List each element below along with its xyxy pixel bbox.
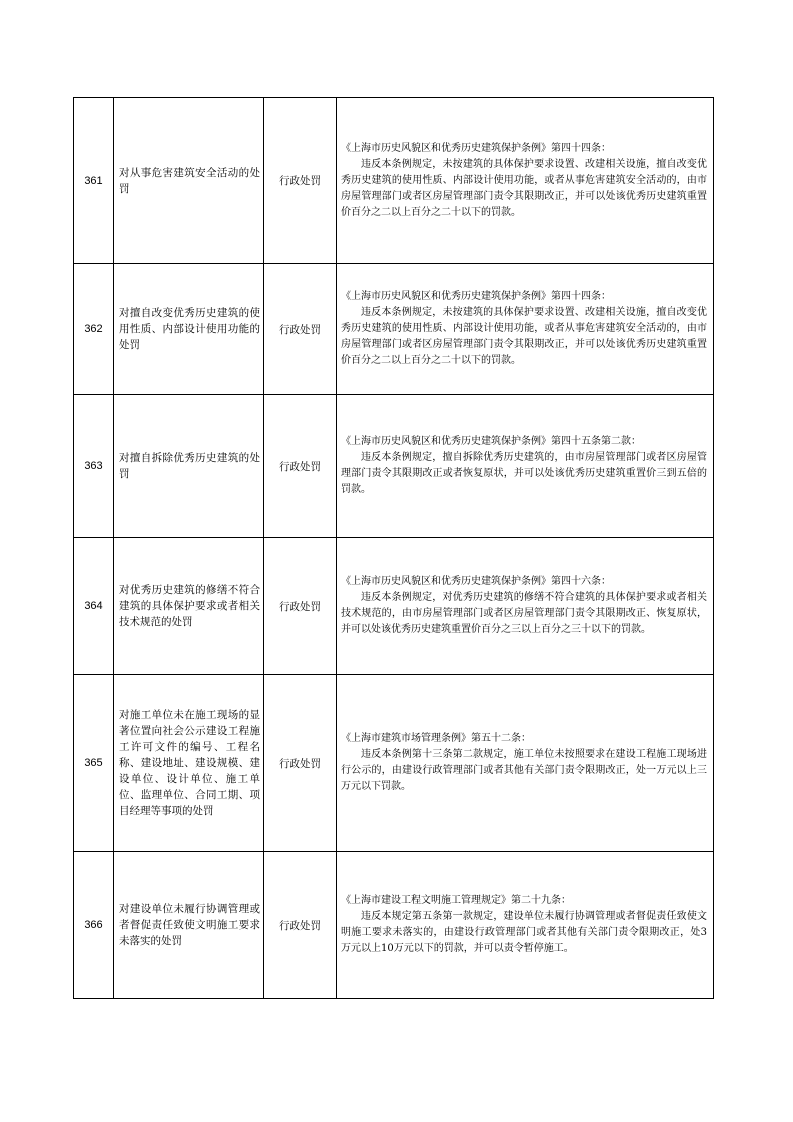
row-number: 364 [74,538,114,675]
row-number: 366 [74,852,114,999]
penalty-type: 行政处罚 [264,852,337,999]
basis-title: 《上海市历史风貌区和优秀历史建筑保护条例》第四十四条： [341,142,611,154]
table-row [74,395,714,538]
item-name: 对优秀历史建筑的修缮不符合建筑的具体保护要求或者相关技术规范的处罚 [114,538,264,675]
row-number: 365 [74,675,114,852]
item-name: 对擅自拆除优秀历史建筑的处罚 [114,395,264,538]
table-row [74,852,714,999]
basis-text: 违反本规定第五条第一款规定，建设单位未履行协调管理或者督促责任致使文明施工要求未落实的，由建设行政管理部门或者其他有关部门责令限期改正，处3万元以上10万元以下的罚款，并可以责令暂停施工。 [341,911,707,954]
legal-basis [337,538,714,675]
penalty-table [73,97,714,999]
table-row [74,675,714,852]
row-number: 361 [74,98,114,264]
basis-text: 违反本条例规定，未按建筑的具体保护要求设置、改建相关设施，擅自改变优秀历史建筑的使用性质、内部设计使用功能，或者从事危害建筑安全活动的，由市房屋管理部门或者区房屋管理部门责令其限期改正，并可以处该优秀历史建筑重置价百分之二以上百分之二十以下的罚款。 [341,158,707,218]
legal-basis [337,852,714,999]
basis-text: 违反本条例规定，对优秀历史建筑的修缮不符合建筑的具体保护要求或者相关技术规范的，由市房屋管理部门或者区房屋管理部门责令其限期改正、恢复原状，并可以处该优秀历史建筑重置价百分之三以上百分之三十以下的罚款。 [341,592,707,635]
legal-basis [337,98,714,264]
table-row [74,98,714,264]
basis-title: 《上海市历史风貌区和优秀历史建筑保护条例》第四十六条： [341,576,611,587]
legal-basis [337,264,714,395]
penalty-type: 行政处罚 [264,395,337,538]
basis-text: 违反本条例规定，未按建筑的具体保护要求设置、改建相关设施，擅自改变优秀历史建筑的使用性质、内部设计使用功能，或者从事危害建筑安全活动的，由市房屋管理部门或者区房屋管理部门责令其限期改正，并可以处该优秀历史建筑重置价百分之二以上百分之二十以下的罚款。 [341,307,707,366]
basis-text: 违反本条例规定，擅自拆除优秀历史建筑的，由市房屋管理部门或者区房屋管理部门责令其限期改正或者恢复原状，并可以处该优秀历史建筑重置价三到五倍的罚款。 [341,452,707,495]
item-name: 对擅自改变优秀历史建筑的使用性质、内部设计使用功能的处罚 [114,264,264,395]
row-number: 363 [74,395,114,538]
basis-title: 《上海市建筑市场管理条例》第五十二条： [341,733,531,744]
basis-title: 《上海市历史风貌区和优秀历史建筑保护条例》第四十四条： [341,291,611,302]
table-row [74,538,714,675]
legal-basis [337,395,714,538]
table-row [74,264,714,395]
item-name: 对施工单位未在施工现场的显著位置向社会公示建设工程施工许可文件的编号、工程名称、建设地址、建设规模、建设单位、设计单位、施工单位、监理单位、合同工期、项目经理等事项的处罚 [114,675,264,852]
penalty-type: 行政处罚 [264,675,337,852]
penalty-type: 行政处罚 [264,538,337,675]
item-name: 对建设单位未履行协调管理或者督促责任致使文明施工要求未落实的处罚 [114,852,264,999]
item-name: 对从事危害建筑安全活动的处罚 [114,98,264,264]
row-number: 362 [74,264,114,395]
basis-text: 违反本条例第十三条第二款规定，施工单位未按照要求在建设工程施工现场进行公示的，由建设行政管理部门或者其他有关部门责令限期改正，处一万元以上三万元以下罚款。 [341,749,707,792]
penalty-type: 行政处罚 [264,98,337,264]
legal-basis [337,675,714,852]
basis-title: 《上海市建设工程文明施工管理规定》第二十九条： [341,895,571,906]
penalty-type: 行政处罚 [264,264,337,395]
basis-title: 《上海市历史风貌区和优秀历史建筑保护条例》第四十五条第二款： [341,436,641,447]
